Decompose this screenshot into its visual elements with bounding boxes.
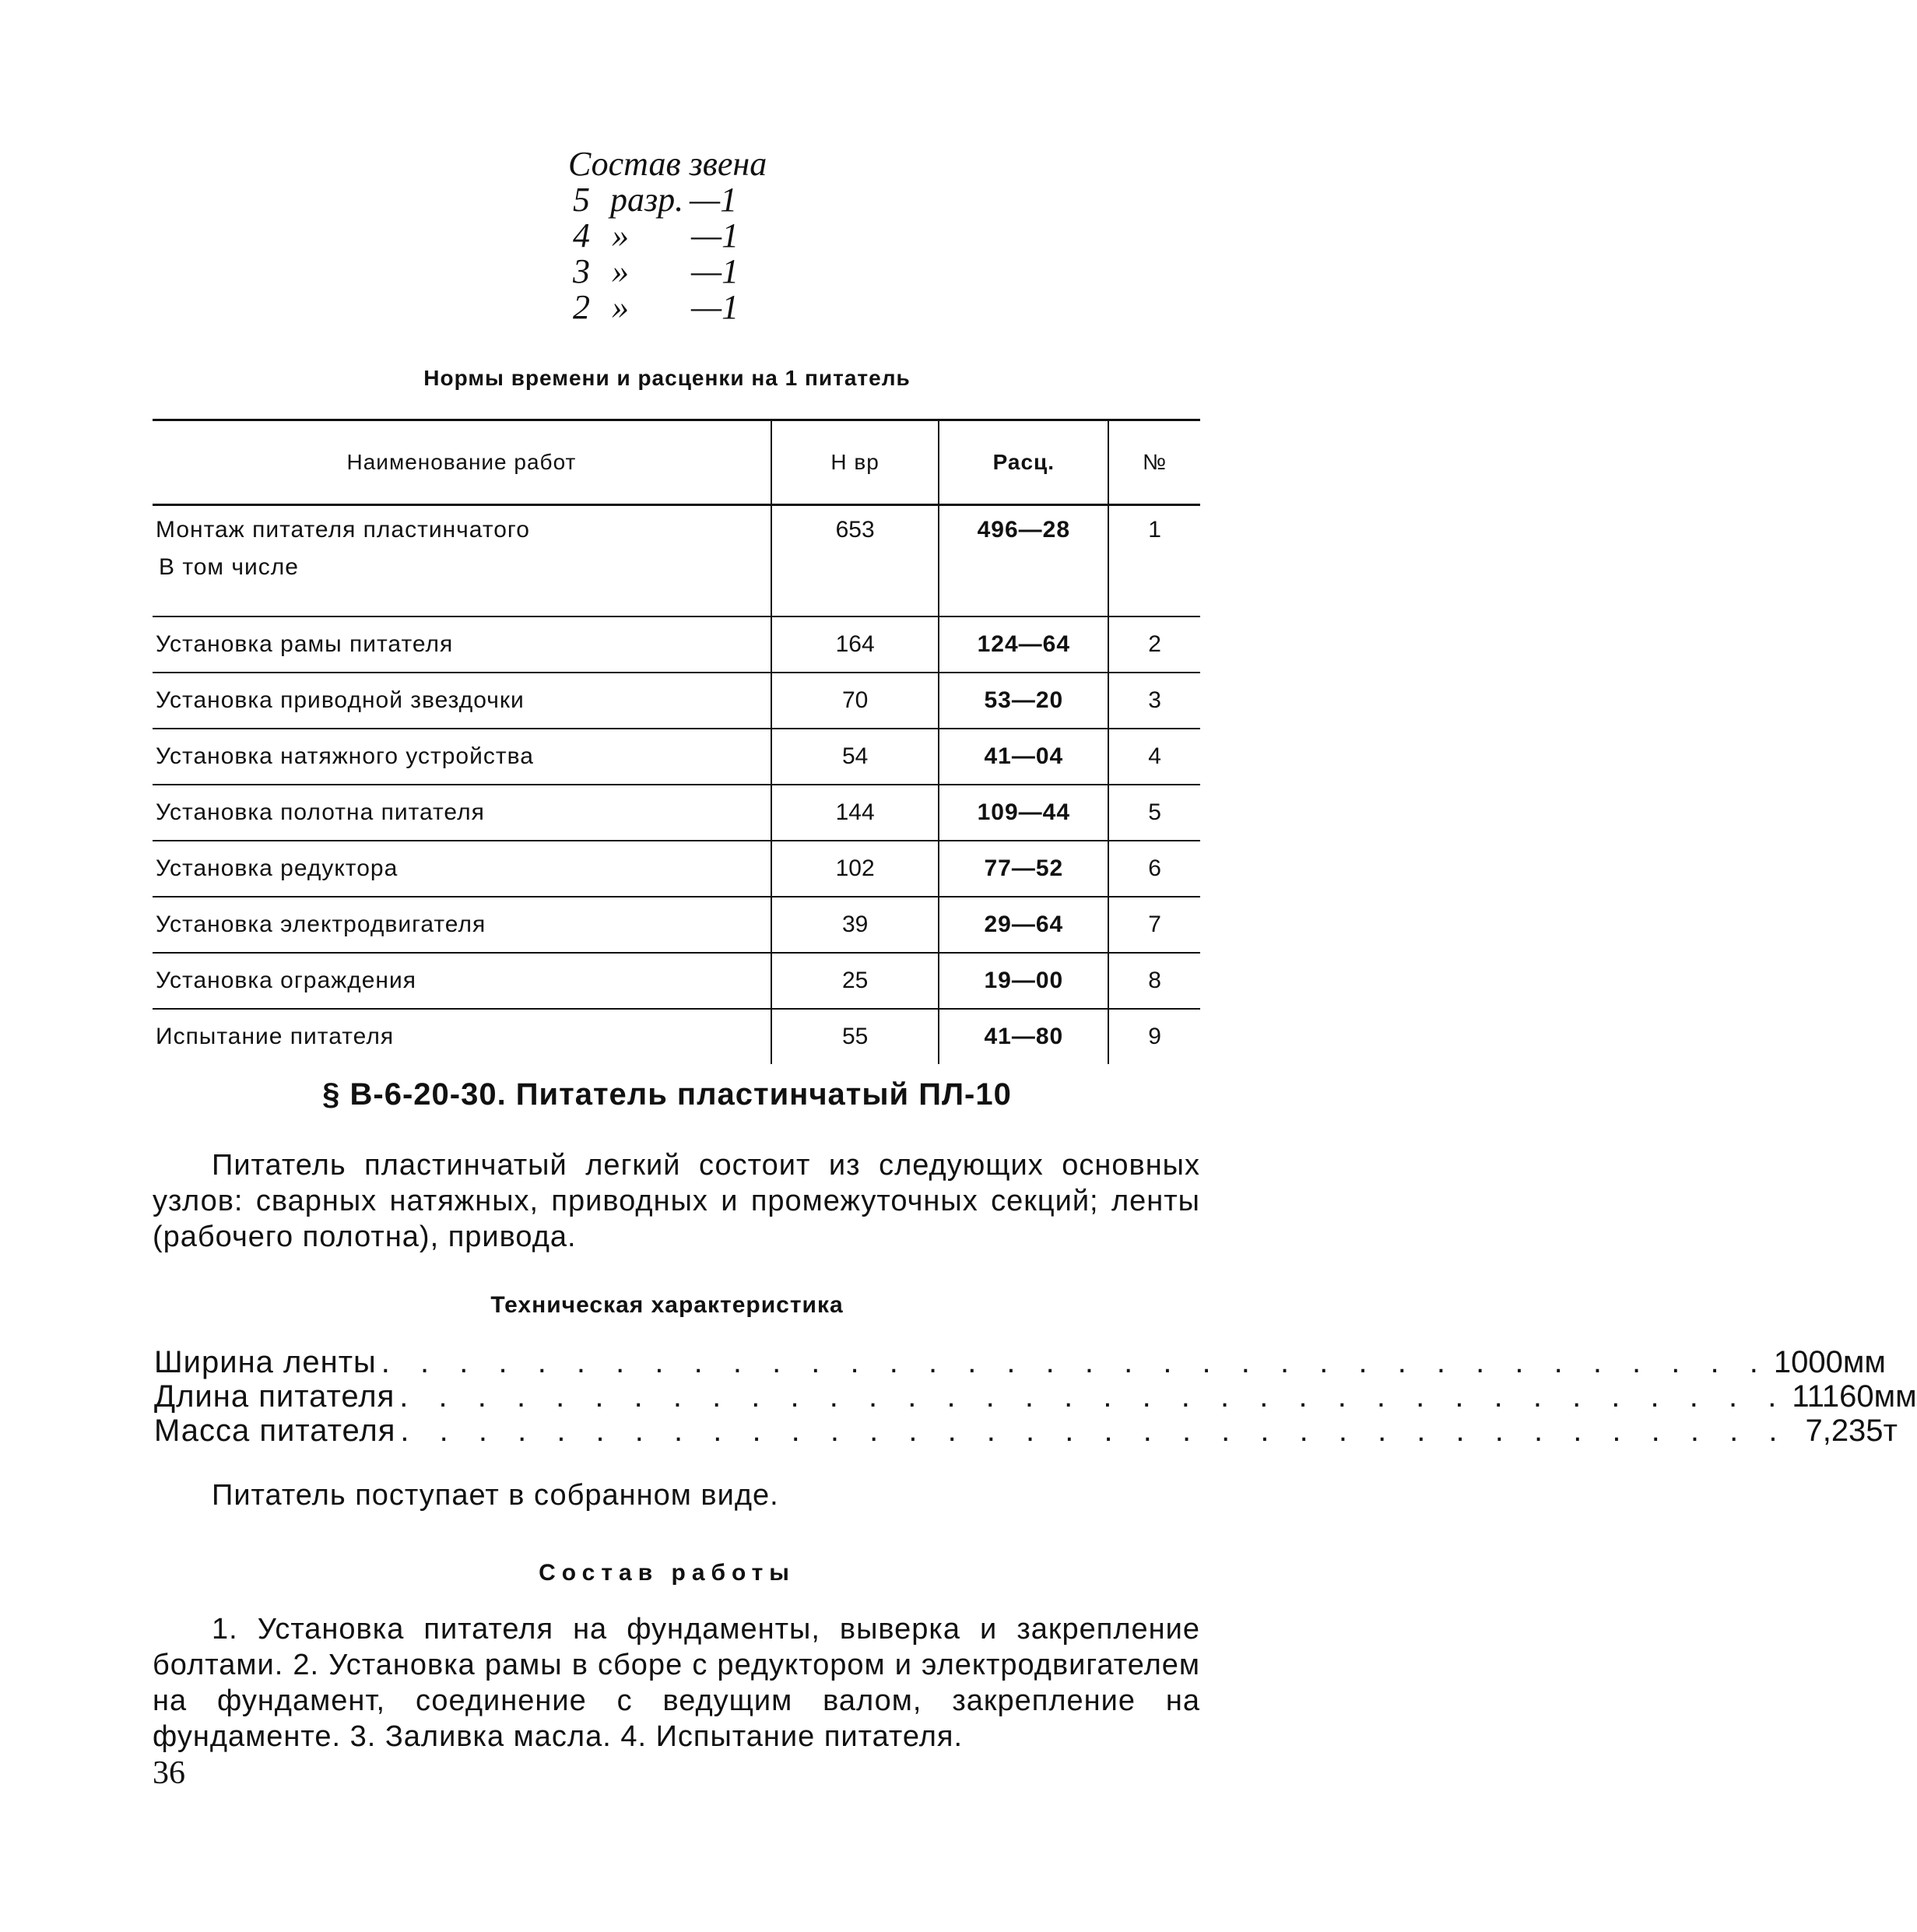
table-row	[153, 729, 1200, 785]
leader-dots: . . . . . . . . . . . . . . . . . . . . . . . . . . . . . . . . . . . .	[400, 1414, 1789, 1448]
header-work-name: Наименование работ	[153, 420, 771, 505]
time-norm: 39	[771, 897, 939, 953]
row-number: 8	[1108, 953, 1200, 1009]
tech-title: Техническая характеристика	[490, 1292, 844, 1318]
row-number: 6	[1108, 841, 1200, 897]
crew-count: —1	[690, 181, 738, 219]
rate: 53—20	[939, 673, 1108, 729]
crew-count: —1	[691, 288, 739, 326]
crew-row	[573, 182, 767, 218]
rate: 41—80	[939, 1009, 1108, 1064]
crew-grade: 3	[573, 252, 590, 290]
spec-label: Масса питателя	[154, 1414, 396, 1448]
table-row	[153, 953, 1200, 1009]
time-norm: 55	[771, 1009, 939, 1064]
row-number: 1	[1108, 505, 1200, 617]
crew-count: —1	[691, 216, 739, 255]
crew-grade: 2	[573, 288, 590, 326]
work-name: Установка приводной звездочки	[153, 673, 771, 729]
table-row	[153, 1009, 1200, 1064]
time-norm: 54	[771, 729, 939, 785]
row-number: 4	[1108, 729, 1200, 785]
rate: 29—64	[939, 897, 1108, 953]
work-name: Установка натяжного устройства	[153, 729, 771, 785]
table-row	[153, 841, 1200, 897]
work-name: Установка электродвигателя	[153, 897, 771, 953]
crew-mark: »	[612, 216, 629, 255]
spec-unit: т	[1883, 1414, 1898, 1448]
rate: 496—28	[939, 505, 1108, 617]
page-number: 36	[153, 1755, 185, 1791]
table-row	[153, 897, 1200, 953]
work-name: Монтаж питателя пластинчатого	[156, 517, 530, 543]
norms-table	[153, 419, 1200, 1064]
table-header-row	[153, 420, 1200, 505]
header-number: №	[1108, 420, 1200, 505]
intro-paragraph: Питатель пластинчатый легкий состоит из следующих основных узлов: сварных натяжных, приводных и промежуточных секций; ленты (рабочего полотна), привода.	[153, 1149, 1200, 1253]
crew-row	[573, 290, 767, 325]
rate: 41—04	[939, 729, 1108, 785]
header-time-norm: Н вр	[771, 420, 939, 505]
crew-mark: »	[612, 252, 629, 290]
table-row	[153, 785, 1200, 841]
spec-unit: мм	[1873, 1379, 1917, 1414]
spec-value: 11160	[1792, 1379, 1874, 1414]
time-norm: 164	[771, 616, 939, 673]
rate: 124—64	[939, 616, 1108, 673]
crew-grade: 5	[573, 181, 590, 219]
row-number: 2	[1108, 616, 1200, 673]
crew-mark: разр.	[610, 181, 684, 219]
work-subtitle: В том числе	[159, 554, 299, 580]
work-name: Испытание питателя	[156, 1024, 395, 1049]
leader-dots: . . . . . . . . . . . . . . . . . . . . . . . . . . . . . . . . . . . .	[381, 1345, 1769, 1379]
table-row	[153, 505, 1200, 617]
work-paragraph: 1. Установка питателя на фундаменты, выверка и закрепление болтами. 2. Установка рамы в сборе с редуктором и электродвигателем на фундамент, соединение с ведущим валом, закрепление на фундаменте. 3. Заливка масла. 4. Испытание питателя.	[153, 1613, 1200, 1753]
time-norm: 25	[771, 953, 939, 1009]
spec-row	[154, 1345, 1886, 1379]
spec-row	[154, 1414, 1898, 1448]
delivery-note: Питатель поступает в собранном виде.	[212, 1479, 779, 1512]
crew-count: —1	[691, 252, 739, 290]
spec-value: 1000	[1773, 1345, 1843, 1379]
rate: 19—00	[939, 953, 1108, 1009]
crew-row	[573, 218, 767, 254]
spec-label: Длина питателя	[154, 1379, 395, 1414]
spec-row	[154, 1379, 1917, 1414]
crew-row	[573, 254, 767, 290]
row-number: 3	[1108, 673, 1200, 729]
time-norm: 70	[771, 673, 939, 729]
work-name-cell	[153, 505, 771, 617]
time-norm: 102	[771, 841, 939, 897]
spec-label: Ширина ленты	[154, 1345, 377, 1379]
crew-mark: »	[612, 288, 629, 326]
work-title: Состав работы	[539, 1560, 795, 1586]
work-name: Установка рамы питателя	[153, 616, 771, 673]
rate: 77—52	[939, 841, 1108, 897]
work-name: Установка полотна питателя	[153, 785, 771, 841]
crew-grade: 4	[573, 216, 590, 255]
work-name: Установка редуктора	[153, 841, 771, 897]
row-number: 7	[1108, 897, 1200, 953]
spec-unit: мм	[1842, 1345, 1886, 1379]
work-name: Установка ограждения	[153, 953, 771, 1009]
header-rate: Расц.	[939, 420, 1108, 505]
row-number: 5	[1108, 785, 1200, 841]
row-number: 9	[1108, 1009, 1200, 1064]
specs-list	[154, 1345, 1917, 1448]
crew-title: Состав звена	[568, 145, 767, 183]
table-row	[153, 616, 1200, 673]
time-norm: 144	[771, 785, 939, 841]
spec-value: 7,235	[1805, 1414, 1884, 1448]
leader-dots: . . . . . . . . . . . . . . . . . . . . . . . . . . . . . . . . . . . .	[399, 1379, 1788, 1414]
section-title: § В-6-20-30. Питатель пластинчатый ПЛ-10	[322, 1077, 1012, 1112]
time-norm: 653	[771, 505, 939, 617]
crew-composition	[568, 146, 767, 325]
table-title: Нормы времени и расценки на 1 питатель	[423, 366, 911, 390]
rate: 109—44	[939, 785, 1108, 841]
table-row	[153, 673, 1200, 729]
